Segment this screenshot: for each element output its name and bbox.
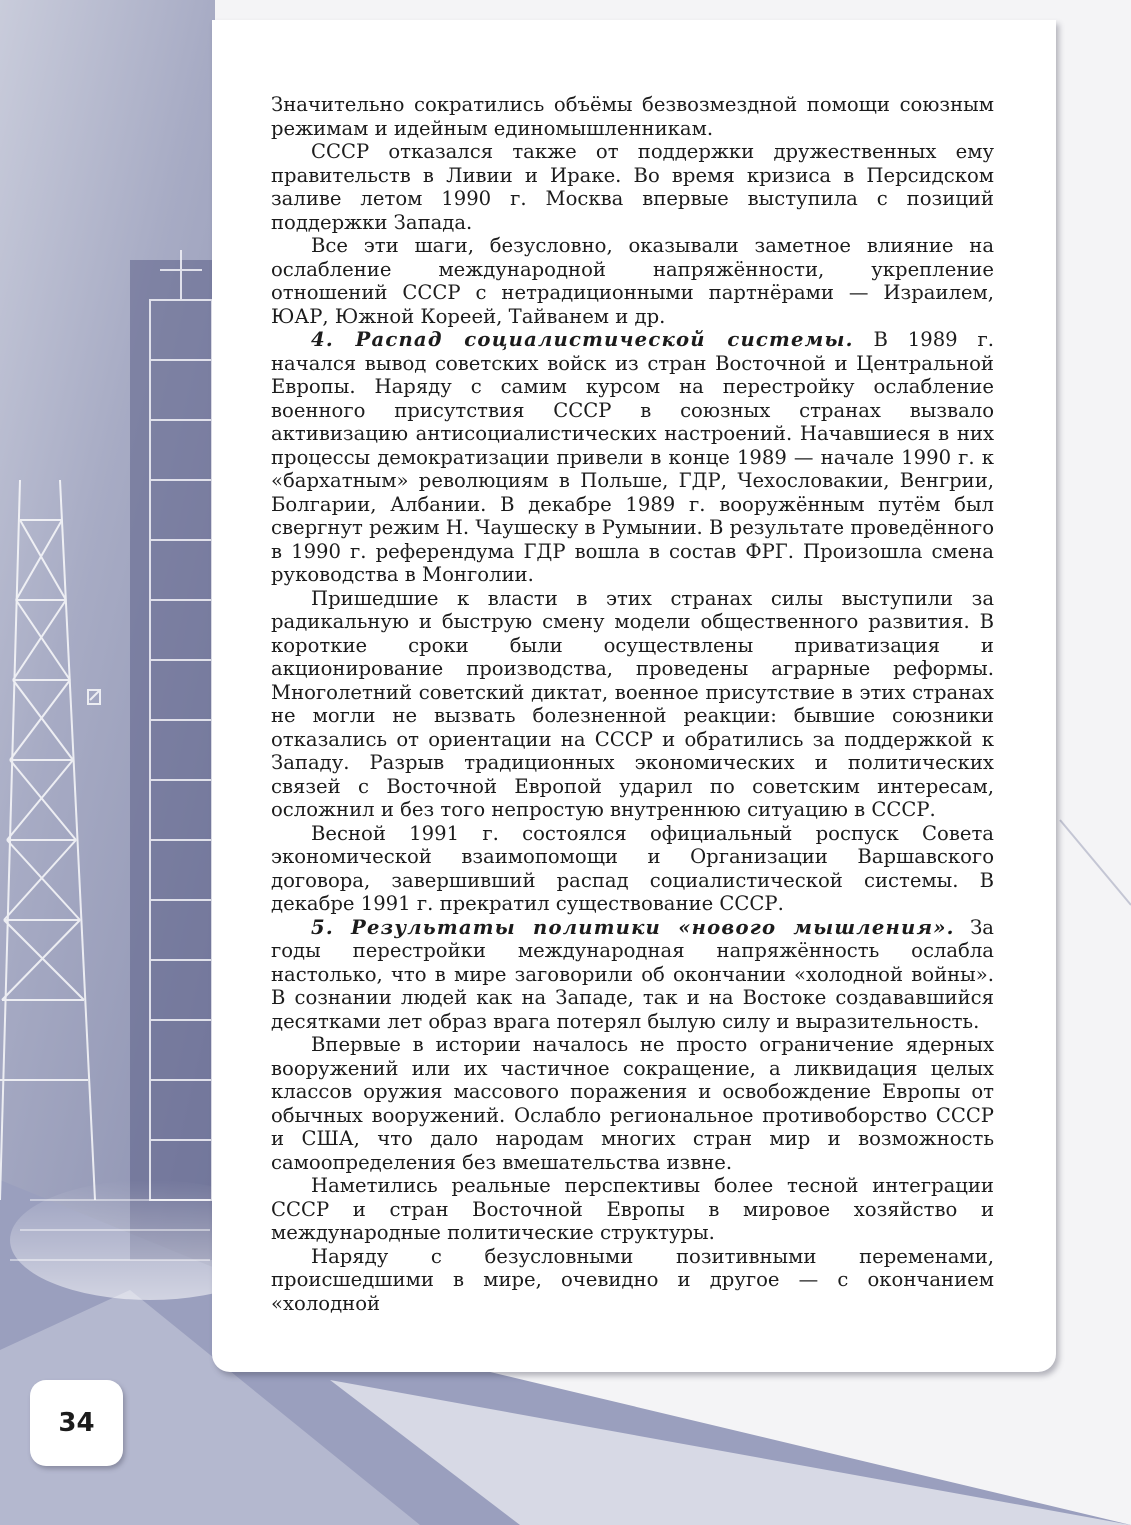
- page-number-tab: [30, 1380, 123, 1466]
- paragraph: Пришедшие к власти в этих странах силы выступили за радикальную и быструю смену модели общественного развития. В короткие сроки были осуществлены приватизация и акционирование производства, проведены аграрные реформы. Многолетний советский диктат, военное присутствие в этих странах не могли не вызвать болезненной реакции: бывшие союзники отказались от ориентации на СССР и обратились за поддержкой к Западу. Разрыв традиционных экономических и политических связей с Восточной Европой ударил по советским интересам, осложнил и без того непростую внутреннюю ситуацию в СССР.: [271, 586, 994, 821]
- paragraph: Значительно сократились объёмы безвозмездной помощи союзным режимам и идейным единомышленникам.: [271, 93, 994, 140]
- paragraph-text: В 1989 г. начался вывод советских войск из стран Восточной и Центральной Европы. Наряду с самим курсом на перестройку ослабление военного присутствия СССР в союзных странах вызвало активизацию антисоциалистических настроений. Начавшиеся в них процессы демократизации привели в конце 1989 — начале 1990 г. к «бархатным» революциям в Польше, ГДР, Чехословакии, Венгрии, Болгарии, Албании. В декабре 1989 г. вооружённым путём был свергнут режим Н. Чаушеску в Румынии. В результате проведённого в 1990 г. референдума ГДР вошла в состав ФРГ. Произошла смена руководства в Монголии.: [271, 328, 994, 586]
- paragraph: Все эти шаги, безусловно, оказывали заметное влияние на ослабление международной напряжённости, укрепление отношений СССР с нетрадиционными партнёрами — Израилем, ЮАР, Южной Кореей, Тайванем и др.: [271, 234, 994, 328]
- paragraph: Наряду с безусловными позитивными переменами, происшедшими в мире, очевидно и другое — с окончанием «холодной: [271, 1244, 994, 1315]
- section-heading: 4. Распад социалистической системы.: [311, 328, 854, 351]
- body-text: [271, 93, 994, 1315]
- paragraph: Впервые в истории началось не просто ограничение ядерных вооружений или их частичное сокращение, а ликвидация целых классов оружия массового поражения и освобождение Европы от обычных вооружений. Ослабло региональное противоборство СССР и США, что дало народам многих стран мир и возможность самоопределения без вмешательства извне.: [271, 1033, 994, 1174]
- paragraph-text: За годы перестройки международная напряжённость ослабла настолько, что в мире заговорили об окончании «холодной войны». В сознании людей как на Западе, так и на Востоке создававшийся десятками лет образ врага потерял былую силу и выразительность.: [271, 915, 994, 1033]
- section-heading: 5. Результаты политики «нового мышления».: [311, 915, 955, 939]
- paragraph: Весной 1991 г. состоялся официальный роспуск Совета экономической взаимопомощи и Организации Варшавского договора, завершивший распад социалистической системы. В декабре 1991 г. прекратил существование СССР.: [271, 821, 994, 915]
- paragraph: Наметились реальные перспективы более тесной интеграции СССР и стран Восточной Европы в мировое хозяйство и международные политические структуры.: [271, 1174, 994, 1244]
- page-number: 34: [58, 1408, 95, 1438]
- paragraph: [271, 916, 994, 1034]
- paragraph: [271, 328, 994, 587]
- paragraph: СССР отказался также от поддержки дружественных ему правительств в Ливии и Ираке. Во время кризиса в Персидском заливе летом 1990 г. Москва впервые выступила с позиций поддержки Запада.: [271, 140, 994, 234]
